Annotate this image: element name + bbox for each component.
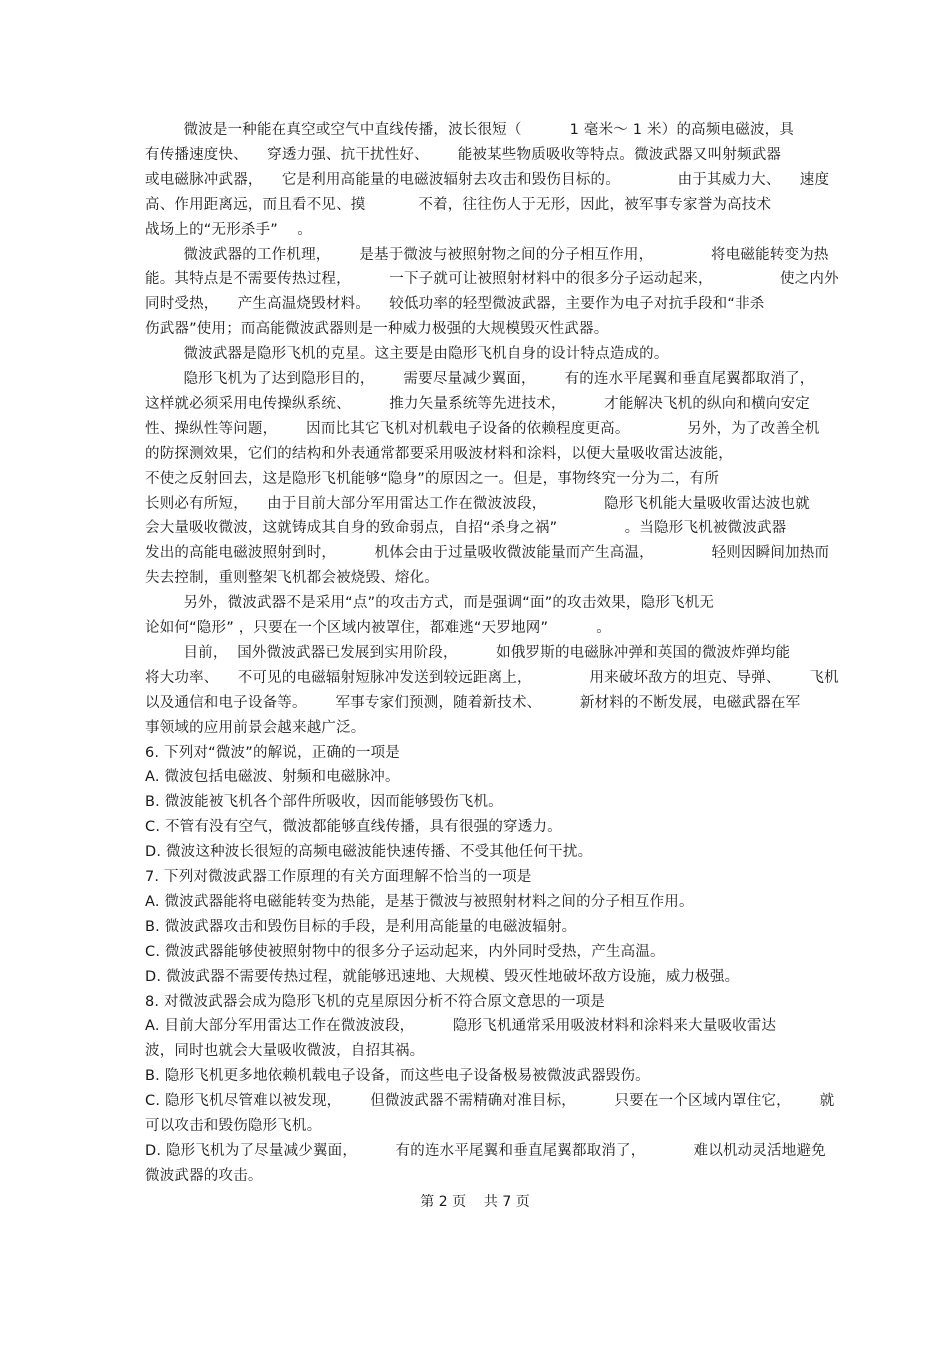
passage-line: 失去控制，重则整架飞机都会被烧毁、熔化。 — [145, 570, 439, 587]
passage-line: 同时受热， 产生高温烧毁材料。 较低功率的轻型微波武器，主要作为电子对抗手段和“非杀 — [145, 296, 765, 313]
passage-line: 微波武器是隐形飞机的克星。这主要是由隐形飞机自身的设计特点造成的。 — [145, 346, 669, 363]
question-line: 6. 下列对“微波”的解说，正确的一项是 — [145, 744, 400, 761]
passage-line: 目前， 国外微波武器已发展到实用阶段， 如俄罗斯的电磁脉冲弹和英国的微波炸弹均能 — [145, 644, 791, 661]
passage-line: 不使之反射回去，这是隐形飞机能够“隐身”的原因之一。但是，事物终究一分为二，有所 — [145, 470, 720, 487]
question-line: 波，同时也就会大量吸收微波，自招其祸。 — [145, 1043, 425, 1060]
passage-line: 长则必有所短， 由于目前大部分军用雷达工作在微波波段， 隐形飞机能大量吸收雷达波也就 — [145, 495, 810, 512]
question-line: B. 隐形飞机更多地依赖机载电子设备，而这些电子设备极易被微波武器毁伤。 — [145, 1068, 650, 1085]
passage-line: 伤武器”使用；而高能微波武器则是一种威力极强的大规模毁灭性武器。 — [145, 321, 609, 338]
question-line: D. 微波武器不需要传热过程，就能够迅速地、大规模、毁灭性地破坏敌方设施，威力极强。 — [145, 968, 740, 985]
question-line: D. 微波这种波长很短的高频电磁波能快速传播、不受其他任何干扰。 — [145, 844, 593, 861]
question-line: 微波武器的攻击。 — [145, 1167, 263, 1184]
question-line: A. 微波武器能将电磁能转变为热能，是基于微波与被照射材料之间的分子相互作用。 — [145, 893, 694, 910]
passage-line: 微波是一种能在真空或空气中直线传播，波长很短（ 1 毫米～ 1 米）的高频电磁波，具 — [145, 122, 795, 138]
passage-line: 微波武器的工作机理， 是基于微波与被照射物之间的分子相互作用， 将电磁能转变为热 — [145, 246, 829, 263]
passage-line: 这样就必须采用电传操纵系统、 推力矢量系统等先进技术， 才能解决飞机的纵向和横向安定 — [145, 395, 810, 412]
passage-line: 会大量吸收微波，这就铸成其自身的致命弱点，自招“杀身之祸” 。当隐形飞机被微波武器 — [145, 520, 787, 537]
passage-line: 高、作用距离远，而且看不见、摸 不着，往往伤人于无形，因此，被军事专家誉为高技术 — [145, 196, 772, 213]
passage-line: 以及通信和电子设备等。 军事专家们预测，随着新技术、 新材料的不断发展，电磁武器在军 — [145, 694, 801, 711]
passage-line: 事领域的应用前景会越来越广泛。 — [145, 719, 366, 736]
page-footer: 第 2 页 共 7 页 — [420, 1194, 530, 1210]
passage-line: 性、操纵性等问题， 因而比其它飞机对机载电子设备的依赖程度更高。 另外，为了改善全机 — [145, 420, 820, 437]
passage-line: 将大功率、 不可见的电磁辐射短脉冲发送到较远距离上， 用来破坏敌方的坦克、导弹、 飞机 — [145, 669, 839, 686]
question-line: 可以攻击和毁伤隐形飞机。 — [145, 1118, 322, 1134]
passage-line: 能。其特点是不需要传热过程， 一下子就可让被照射材料中的很多分子运动起来， 使之内外 — [145, 271, 839, 288]
question-line: B. 微波武器攻击和毁伤目标的手段，是利用高能量的电磁波辐射。 — [145, 918, 577, 935]
question-line: B. 微波能被飞机各个部件所吸收，因而能够毁伤飞机。 — [145, 794, 503, 811]
passage-line: 有传播速度快、 穿透力强、抗干扰性好、 能被某些物质吸收等特点。微波武器又叫射频武器 — [145, 146, 782, 163]
question-line: D. 隐形飞机为了尽量减少翼面， 有的连水平尾翼和垂直尾翼都取消了， 难以机动灵活地避免 — [145, 1142, 826, 1159]
passage-line: 另外，微波武器不是采用“点”的攻击方式，而是强调“面”的攻击效果，隐形飞机无 — [145, 595, 715, 612]
passage-line: 发出的高能电磁波照射到时， 机体会由于过量吸收微波能量而产生高温， 轻则因瞬间加热而 — [145, 545, 830, 562]
question-line: 7. 下列对微波武器工作原理的有关方面理解不恰当的一项是 — [145, 869, 532, 885]
passage-line: 的防探测效果，它们的结构和外表通常都要采用吸波材料和涂料，以便大量吸收雷达波能， — [145, 445, 733, 462]
question-line: C. 微波武器能够使被照射物中的很多分子运动起来，内外同时受热，产生高温。 — [145, 943, 665, 960]
passage-line: 或电磁脉冲武器， 它是利用高能量的电磁波辐射去攻击和毁伤目标的。 由于其威力大、 速度 — [145, 171, 830, 188]
passage-line: 隐形飞机为了达到隐形目的， 需要尽量减少翼面， 有的连水平尾翼和垂直尾翼都取消了， — [145, 371, 815, 387]
passage-line: 论如何“隐形” ，只要在一个区域内被罩住，都难逃“天罗地网” 。 — [145, 620, 611, 636]
question-line: 8. 对微波武器会成为隐形飞机的克星原因分析不符合原文意思的一项是 — [145, 993, 606, 1010]
question-line: C. 隐形飞机尽管难以被发现， 但微波武器不需精确对准目标， 只要在一个区域内罩住它， 就 — [145, 1093, 835, 1110]
passage-line: 战场上的“无形杀手” 。 — [145, 221, 312, 238]
question-line: A. 微波包括电磁波、射频和电磁脉冲。 — [145, 769, 400, 786]
question-line: A. 目前大部分军用雷达工作在微波波段， 隐形飞机通常采用吸波材料和涂料来大量吸收雷达 — [145, 1018, 777, 1035]
question-line: C. 不管有没有空气，微波都能够直线传播，具有很强的穿透力。 — [145, 819, 562, 836]
